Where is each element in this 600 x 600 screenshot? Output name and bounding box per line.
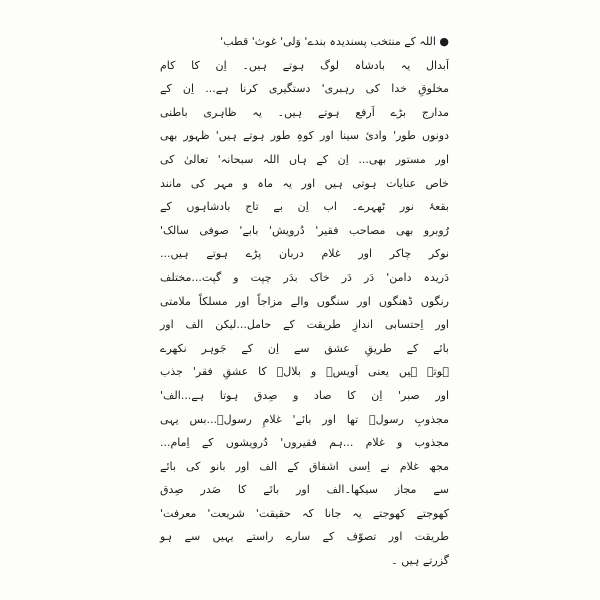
text-line: بقعۂ نور ٹھہرے۔ اب اِن بے تاج بادشاہوں کے bbox=[160, 200, 449, 214]
text-line: مدارج بڑے اَرفع ہوتے ہیں۔ یہ ظاہری باطنی bbox=[160, 105, 449, 119]
text-line: خاص عنایات ہوتی ہیں اور یہ ماہ و مہر کی مانند bbox=[160, 176, 449, 190]
text-line-with-bullet-marker: ● اللہ کے منتخب پسندیدہ بندے' وَلی' غوث' قطب' bbox=[220, 35, 449, 48]
text-line: مجذوبِ رسولؐ تھا اور بائے' غلامِ رسولؐ...بس یہی bbox=[160, 412, 449, 426]
text-line: رنگوں ڈھنگوں اور سنگوں والے مزاجاً اور مسلکاً ملامتی bbox=[160, 294, 449, 308]
text-line: اور صبر' اِن کا صاد و صِدق ہوتا ہے...الف' bbox=[160, 388, 449, 402]
text-line: مخلوقِ خدا کی رہبری' دستگیری کرنا ہے... اِن کے bbox=[160, 82, 449, 96]
text-line: اَبدال یہ بادشاہ لوگ ہوتے ہیں۔ اِن کا کام bbox=[160, 58, 449, 72]
text-line: ہوتے ہیں یعنی اَویسؓ و بلالؓ کا عشقِ فقر' جذب bbox=[160, 365, 449, 379]
text-line: اور اِحتسابی اندازِ طریقت کے حامل...لیکن الف اور bbox=[160, 318, 449, 332]
text-line: اور مستور بھی... اِن کے ہاں اللہ سبحانہ' تعالیٰ کی bbox=[160, 152, 449, 166]
text-line: دونوں طور' وادیٔ سینا اور کوہِ طور ہوتے ہیں' ظہور بھی bbox=[160, 129, 449, 143]
text-line: مجذوب و غلام ...ہم فقیروں' دُرویشوں کے اِمام... bbox=[160, 436, 449, 450]
text-line: دَریدہ دامن' دَر دَر خاک بدَر چپت و گپت...مختلف bbox=[160, 270, 449, 284]
text-line: گزرتے ہیں ۔ bbox=[391, 554, 449, 568]
text-line: طریقت اور تصوّف کے سارے راستے یہیں سے ہو bbox=[160, 530, 449, 544]
text-line: نوکر چاکر اور غلام دربان پڑے ہوتے ہیں... bbox=[160, 247, 449, 261]
text-line: رُوبرو بھی مصاحب فقیر' دُرویش' بابے' صوفی سالک' bbox=[160, 223, 449, 237]
text-line: سے مجاز سیکھا۔الف اور بائے کا صَدر صِدق bbox=[160, 483, 449, 497]
text-line: کھوجتے کھوجتے یہ جانا کہ حقیقت' شریعت' معرفت' bbox=[160, 506, 449, 520]
text-line: مجھ غلام نے اِسی اشفاق کے الف اور بانو کی بائے bbox=[160, 459, 449, 473]
urdu-paragraph bbox=[160, 30, 449, 573]
text-line: بائے کے طریقِ عشق سے اِن کے جَوہر نکھرے bbox=[160, 341, 449, 355]
